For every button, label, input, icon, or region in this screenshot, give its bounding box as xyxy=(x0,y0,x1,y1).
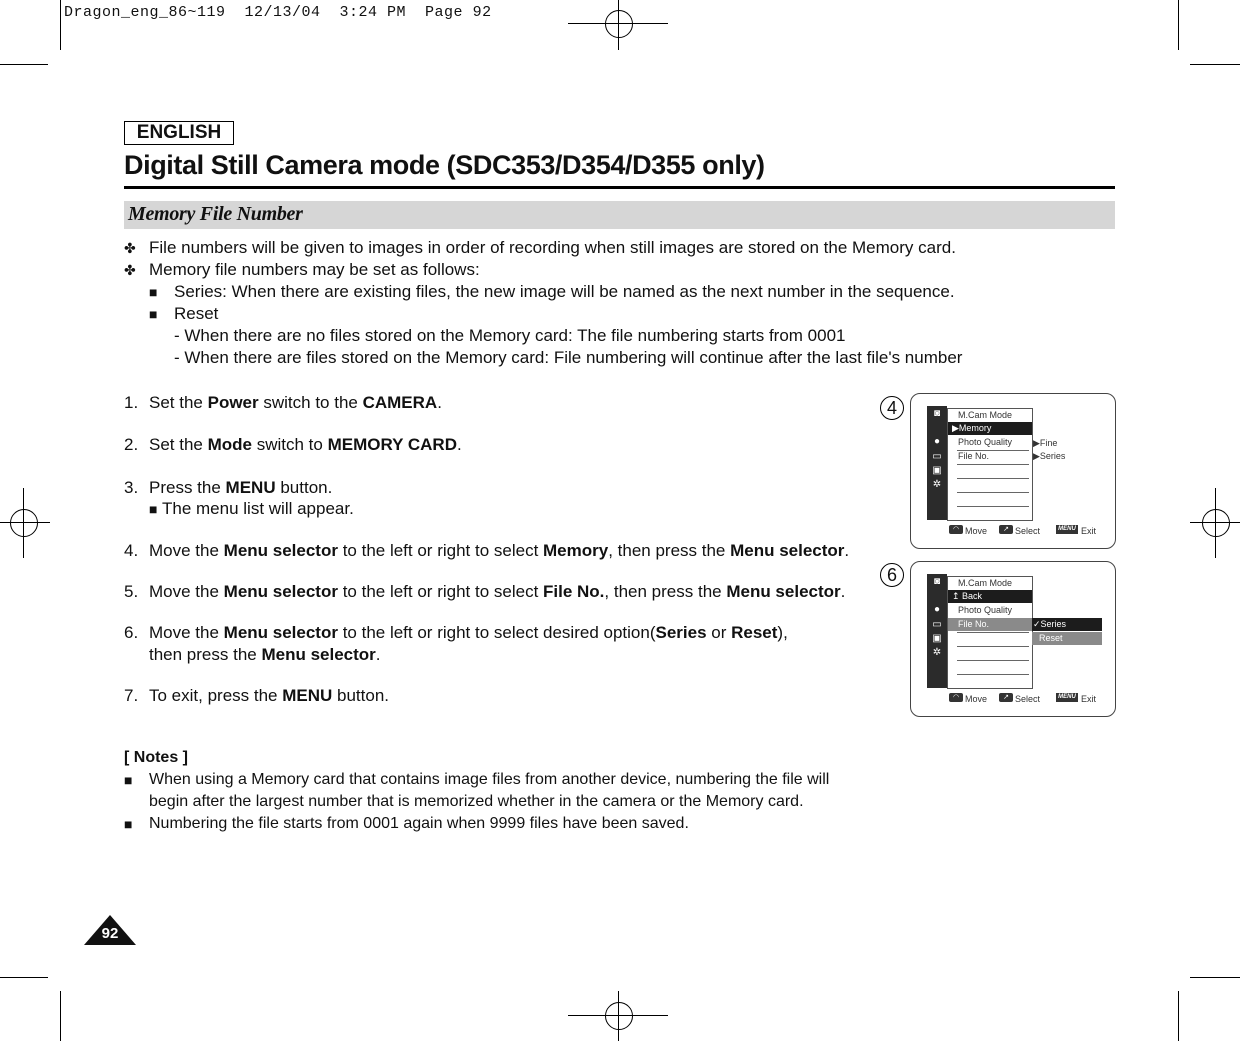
step-4: Move the Menu selector to the left or right to select Memory, then press the Menu selector. xyxy=(149,541,850,560)
note-item-continued: begin after the largest number that is memorized whether in the camera or the Memory card. xyxy=(149,793,804,810)
print-header: Dragon_eng_86~119 12/13/04 3:24 PM Page 92 xyxy=(64,4,492,21)
registration-mark xyxy=(605,10,633,38)
osd-step-label: 6 xyxy=(880,563,904,587)
osd-step-label: 4 xyxy=(880,396,904,420)
osd-exit-hint: Exit xyxy=(1081,694,1097,704)
notes-heading: [ Notes ] xyxy=(124,749,188,766)
crop-mark xyxy=(1215,488,1216,558)
osd-menu-photo-quality[interactable]: Photo Quality xyxy=(958,605,1013,615)
step-6-continued: then press the Menu selector. xyxy=(149,645,381,664)
display-icon: ▣ xyxy=(932,633,942,644)
memory-icon: ● xyxy=(933,436,941,447)
move-icon: ◠ xyxy=(949,693,963,702)
crop-mark xyxy=(1178,991,1179,1041)
step-number: 3. xyxy=(124,478,139,497)
osd-option-reset[interactable]: Reset xyxy=(1032,632,1102,645)
osd-mode-title: M.Cam Mode xyxy=(958,578,1013,588)
crop-mark xyxy=(618,991,619,1041)
menu-divider xyxy=(957,632,1029,633)
osd-mode-title: M.Cam Mode xyxy=(958,410,1013,420)
osd-option-series[interactable]: ✓Series xyxy=(1032,618,1102,631)
camera-icon: ◙ xyxy=(933,576,941,587)
registration-mark xyxy=(10,509,38,537)
step-3-result: The menu list will appear. xyxy=(162,499,354,518)
step-number: 6. xyxy=(124,623,139,642)
menu-divider xyxy=(957,506,1029,507)
series-description: Series: When there are existing files, the new image will be named as the next number in the sequence. xyxy=(174,282,955,301)
step-5: Move the Menu selector to the left or right to select File No., then press the Menu selector. xyxy=(149,582,846,601)
step-2: Set the Mode switch to MEMORY CARD. xyxy=(149,435,462,454)
osd-screen-memory xyxy=(910,393,1116,549)
osd-menu-list xyxy=(947,408,1033,521)
crop-mark xyxy=(0,64,48,65)
note-item: When using a Memory card that contains image files from another device, numbering the file will xyxy=(149,771,830,788)
move-icon: ◠ xyxy=(949,525,963,534)
osd-menu-list xyxy=(947,576,1033,689)
square-bullet-icon: ■ xyxy=(149,501,158,517)
crop-mark xyxy=(1190,977,1240,978)
osd-select-hint: Select xyxy=(1015,526,1041,536)
page-title: Digital Still Camera mode (SDC353/D354/D355 only) xyxy=(124,150,765,180)
square-bullet-icon: ■ xyxy=(149,306,158,322)
intro-bullet: File numbers will be given to images in order of recording when still images are stored on the Memory card. xyxy=(149,238,956,257)
menu-divider xyxy=(957,464,1029,465)
reset-heading: Reset xyxy=(174,304,219,323)
display-icon: ▣ xyxy=(932,465,942,476)
crop-mark xyxy=(23,488,24,558)
osd-menu-file-no[interactable]: File No. xyxy=(948,618,1032,631)
crop-mark xyxy=(0,977,48,978)
osd-move-hint: Move xyxy=(965,526,988,536)
menu-button-icon: MENU xyxy=(1056,693,1078,702)
menu-divider xyxy=(957,674,1029,675)
section-title: Memory File Number xyxy=(128,203,303,225)
gear-icon: ✲ xyxy=(932,479,942,490)
menu-divider xyxy=(957,478,1029,479)
crop-mark xyxy=(60,0,61,50)
crop-mark xyxy=(1190,64,1240,65)
osd-move-hint: Move xyxy=(965,694,988,704)
square-bullet-icon: ■ xyxy=(124,816,133,832)
menu-button-icon: MENU xyxy=(1056,525,1078,534)
osd-menu-memory[interactable]: ▶Memory xyxy=(948,422,1032,435)
camera-icon: ◙ xyxy=(933,408,941,419)
title-rule xyxy=(124,186,1115,189)
osd-menu-back[interactable]: ↥ Back xyxy=(948,590,1032,603)
note-item: Numbering the file starts from 0001 again when 9999 files have been saved. xyxy=(149,815,689,832)
square-bullet-icon: ■ xyxy=(124,772,133,788)
osd-icon-strip xyxy=(927,406,947,520)
menu-divider xyxy=(957,646,1029,647)
page-number: 92 xyxy=(101,925,119,942)
step-1: Set the Power switch to the CAMERA. xyxy=(149,393,442,412)
step-7: To exit, press the MENU button. xyxy=(149,686,390,705)
registration-mark xyxy=(605,1002,633,1030)
language-tab: ENGLISH xyxy=(124,121,234,145)
osd-menu-file-no[interactable]: File No. xyxy=(958,451,990,461)
reset-detail: - When there are no files stored on the Memory card: The file numbering starts from 0001 xyxy=(174,326,846,345)
crop-mark xyxy=(618,0,619,50)
gear-icon: ✲ xyxy=(932,647,942,658)
osd-value-series: ▶Series xyxy=(1033,451,1066,461)
card-icon: ▭ xyxy=(932,451,942,462)
step-6: Move the Menu selector to the left or right to select desired option(Series or Reset), xyxy=(149,623,788,642)
cross-bullet-icon: ✤ xyxy=(124,240,136,256)
crop-mark xyxy=(1178,0,1179,50)
step-number: 2. xyxy=(124,435,139,454)
registration-mark xyxy=(1202,509,1230,537)
step-number: 1. xyxy=(124,393,139,412)
step-number: 7. xyxy=(124,686,139,705)
card-icon: ▭ xyxy=(932,619,942,630)
reset-detail: - When there are files stored on the Memory card: File numbering will continue after the last file's number xyxy=(174,348,963,367)
step-3: Press the MENU button. xyxy=(149,478,333,497)
osd-select-hint: Select xyxy=(1015,694,1041,704)
step-number: 5. xyxy=(124,582,139,601)
square-bullet-icon: ■ xyxy=(149,284,158,300)
menu-divider xyxy=(957,660,1029,661)
osd-menu-photo-quality[interactable]: Photo Quality xyxy=(958,437,1013,447)
osd-screen-file-no xyxy=(910,561,1116,717)
osd-icon-strip xyxy=(927,574,947,688)
step-number: 4. xyxy=(124,541,139,560)
intro-bullet: Memory file numbers may be set as follows: xyxy=(149,260,480,279)
memory-icon: ● xyxy=(933,604,941,615)
crop-mark xyxy=(60,991,61,1041)
crop-mark xyxy=(0,522,50,523)
select-icon: ↗ xyxy=(999,693,1013,702)
osd-exit-hint: Exit xyxy=(1081,526,1097,536)
menu-divider xyxy=(957,492,1029,493)
osd-value-fine: ▶Fine xyxy=(1033,438,1058,448)
cross-bullet-icon: ✤ xyxy=(124,262,136,278)
select-icon: ↗ xyxy=(999,525,1013,534)
